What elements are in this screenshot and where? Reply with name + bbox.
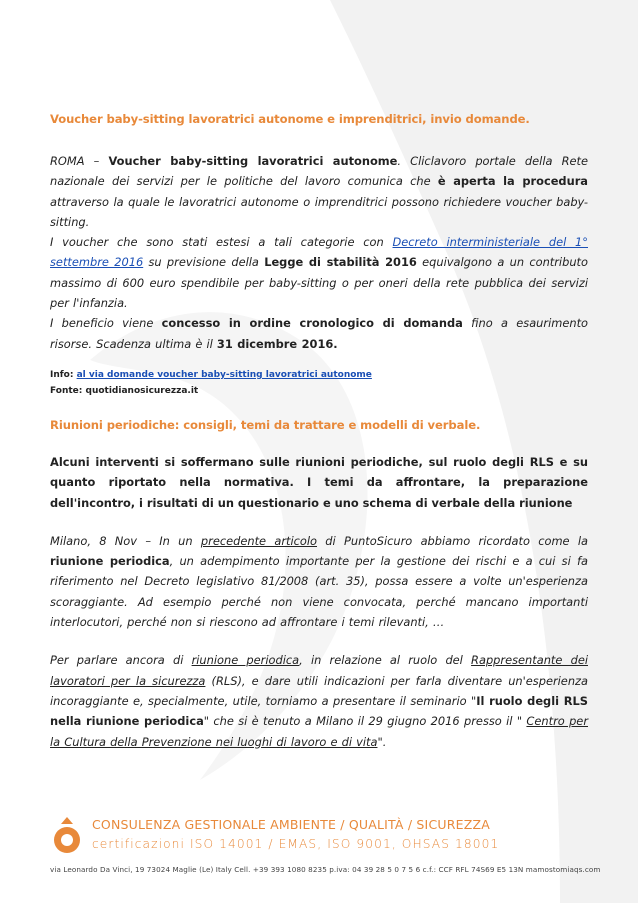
article2-title: Riunioni periodiche: consigli, temi da trattare e modelli di verbale. (50, 417, 481, 432)
info-link[interactable]: al via domande voucher baby-sitting lavoratrici autonome (76, 369, 372, 380)
text-bold: 31 dicembre 2016. (216, 336, 338, 351)
text: , un adempimento importante per la gestione dei rischi e a cui si fa riferimento nel Decreto legislativo 81/2008 (art. 35), possa essere a volte un'esperienza scoraggiante. Ad esempio perché non viene convocata, perché mancano importanti interlocutori, perché non si riescono ad affrontare i temi rilevanti, … (50, 554, 588, 630)
article2-paragraph1 (50, 531, 588, 632)
article1-paragraph1 (50, 151, 588, 232)
text-bold: Il ruolo degli RLS nella riunione periodica (50, 693, 588, 729)
text: attraverso la quale le lavoratrici autonome o imprenditrici possono richiedere voucher baby-sitting. (50, 194, 588, 229)
brand-line1: CONSULENZA GESTIONALE AMBIENTE / QUALITÀ / SICUREZZA (92, 817, 490, 832)
article2-intro: Alcuni interventi si soffermano sulle riunioni periodiche, sul ruolo degli RLS e su quanto riportato nella normativa. I temi da affrontare, la preparazione dell'incontro, i risultati di un questionario e uno schema di verbale della riunione (50, 454, 588, 510)
precedente-articolo-link[interactable]: precedente articolo (200, 533, 318, 548)
text-bold: è aperta la procedura (437, 174, 588, 189)
text: fino a esaurimento risorse. Scadenza ultima è il (50, 316, 589, 351)
company-logo-icon (50, 815, 84, 855)
article2-paragraph2 (50, 650, 588, 751)
text: ". (377, 734, 387, 749)
text: ROMA – (50, 154, 109, 168)
article1-info (50, 370, 588, 380)
brand-line2: certificazioni ISO 14001 / EMAS, ISO 9001, OHSAS 18001 (92, 837, 500, 851)
company-address: via Leonardo Da Vinci, 19 73024 Maglie (Le) Italy Cell. +39 393 1080 8235 p.iva: 04 39 28 5 0 7 5 6 c.f.: CCF RFL 74S69 E5 13N mamostomiaqs.com (50, 865, 601, 874)
text: Milano, 8 Nov – In un (50, 533, 201, 548)
info-label: Info: (50, 369, 77, 380)
article1-paragraph2 (50, 232, 588, 313)
text: di PuntoSicuro abbiamo ricordato come la (317, 533, 588, 548)
text: . Cliclavoro portale della Rete nazionale dei servizi per le politiche del lavoro comunica che (50, 154, 588, 189)
decreto-link[interactable]: Decreto interministeriale del 1° settembre 2016 (50, 235, 588, 270)
text: , in relazione al ruolo del (299, 653, 472, 668)
text-bold: Legge di stabilità 2016 (264, 255, 417, 270)
centro-prevenzione-link[interactable]: Centro per la Cultura della Prevenzione nei luoghi di lavoro e di vita (50, 714, 588, 749)
text: equivalgono a un contributo massimo di 600 euro spendibile per baby-sitting o per oneri della rete pubblica dei servizi per l'infanzia. (50, 255, 588, 311)
riunione-periodica-link[interactable]: riunione periodica (191, 653, 300, 668)
article1-title: Voucher baby-sitting lavoratrici autonome e imprenditrici, invio domande. (50, 112, 530, 126)
article1-paragraph3 (50, 313, 588, 354)
text-bold: riunione periodica (50, 554, 170, 569)
article1-source: Fonte: quotidianosicurezza.it (50, 385, 199, 396)
text: I beneficio viene (50, 316, 162, 331)
text-bold: Voucher baby-sitting lavoratrici autonome (108, 154, 398, 168)
text-bold: concesso in ordine cronologico di domanda (161, 316, 463, 331)
text: " che si è tenuto a Milano il 29 giugno 2016 presso il " (203, 714, 527, 729)
text: I voucher che sono stati estesi a tali categorie con (50, 235, 393, 250)
text: (RLS), e dare utili indicazioni per farla diventare un'esperienza incoraggiante e, specialmente, utile, torniamo a presentare il seminario " (50, 673, 588, 708)
rls-link[interactable]: Rappresentante dei lavoratori per la sicurezza (50, 653, 588, 688)
text: su previsione della (143, 255, 265, 270)
document-body (50, 112, 588, 752)
text: Per parlare ancora di (50, 653, 192, 668)
